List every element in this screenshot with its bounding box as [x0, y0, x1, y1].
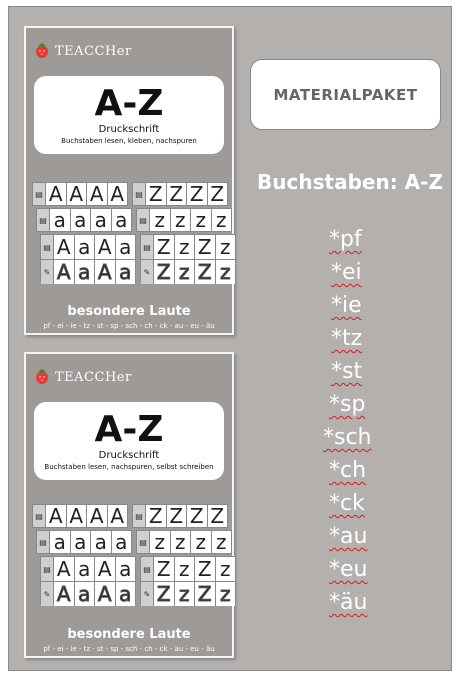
materialpaket-box: MATERIALPAKET — [250, 59, 441, 130]
special-sounds-list: pf - ei - ie - tz - st - sp - sch - ch - ck - au - eu - äu — [43, 322, 215, 330]
worksheet-card: ▤ z z z z — [136, 530, 232, 554]
sound-item: *sp — [329, 392, 366, 417]
sound-item: *au — [329, 524, 368, 549]
brand-name: TEACCHer — [55, 369, 132, 385]
cover-title: A-Z — [94, 83, 164, 124]
book-icon: ▤ — [137, 531, 150, 553]
sound-item: *ei — [331, 260, 362, 285]
worksheet-card: ▤ A a A a ✎ A a A a — [40, 234, 136, 282]
worksheet-card: ▤ A A A A — [32, 504, 128, 528]
book-icon: ▤ — [33, 183, 46, 205]
sound-item: *ie — [331, 293, 362, 318]
pencil-icon: ✎ — [41, 260, 54, 284]
book-icon: ▤ — [41, 557, 54, 581]
cover-description: Buchstaben lesen, kleben, nachspuren — [61, 137, 197, 145]
cover-card-2 — [24, 352, 234, 658]
book-icon: ▤ — [133, 505, 146, 527]
cover-title: A-Z — [94, 409, 164, 450]
worksheet-card: ▤ Z z Z z ✎ Z z Z z — [140, 234, 236, 282]
special-sounds-title: besondere Laute — [67, 304, 191, 319]
pencil-icon: ✎ — [141, 582, 154, 606]
pencil-icon: ✎ — [41, 582, 54, 606]
book-icon: ▤ — [137, 209, 150, 231]
strawberry-icon — [34, 42, 50, 60]
book-icon: ▤ — [41, 235, 54, 259]
sound-item: *äu — [329, 590, 368, 615]
pencil-icon: ✎ — [141, 260, 154, 284]
cover-description: Buchstaben lesen, nachspuren, selbst schreiben — [44, 463, 214, 471]
worksheet-card: ▤ Z Z Z Z — [132, 504, 228, 528]
cover-card-1 — [24, 26, 234, 335]
brand — [34, 365, 132, 389]
worksheet-card: ▤ a a a a — [36, 530, 132, 554]
strawberry-icon — [34, 368, 50, 386]
book-icon: ▤ — [141, 557, 154, 581]
sound-item: *ch — [329, 458, 367, 483]
sound-item: *sch — [323, 425, 372, 450]
book-icon: ▤ — [33, 505, 46, 527]
title-box — [34, 76, 224, 154]
page-background — [8, 6, 452, 671]
worksheet-preview — [32, 182, 231, 300]
sound-item: *tz — [331, 326, 363, 351]
title-box — [34, 402, 224, 480]
brand-name: TEACCHer — [55, 43, 132, 59]
worksheet-preview — [32, 504, 231, 622]
sound-item: *eu — [329, 557, 368, 582]
book-icon: ▤ — [37, 531, 50, 553]
sound-item: *ck — [329, 491, 365, 516]
book-icon: ▤ — [141, 235, 154, 259]
brand — [34, 39, 132, 63]
cover-subtitle: Druckschrift — [98, 124, 160, 135]
worksheet-card: ▤ A a A a ✎ A a A a — [40, 556, 136, 604]
special-sounds-list: pf - ei - ie - tz - st - sp - sch - ch - ck - au - eu - äu — [43, 645, 215, 653]
book-icon: ▤ — [37, 209, 50, 231]
page-heading: Buchstaben: A-Z — [257, 170, 443, 194]
worksheet-card: ▤ z z z z — [136, 208, 232, 232]
special-sounds-title: besondere Laute — [67, 627, 191, 642]
cover-subtitle: Druckschrift — [98, 450, 160, 461]
worksheet-card: ▤ Z z Z z ✎ Z z Z z — [140, 556, 236, 604]
worksheet-card: ▤ Z Z Z Z — [132, 182, 228, 206]
sound-item: *st — [331, 359, 363, 384]
sound-item: *pf — [329, 227, 362, 252]
book-icon: ▤ — [133, 183, 146, 205]
worksheet-card: ▤ a a a a — [36, 208, 132, 232]
worksheet-card: ▤ A A A A — [32, 182, 128, 206]
